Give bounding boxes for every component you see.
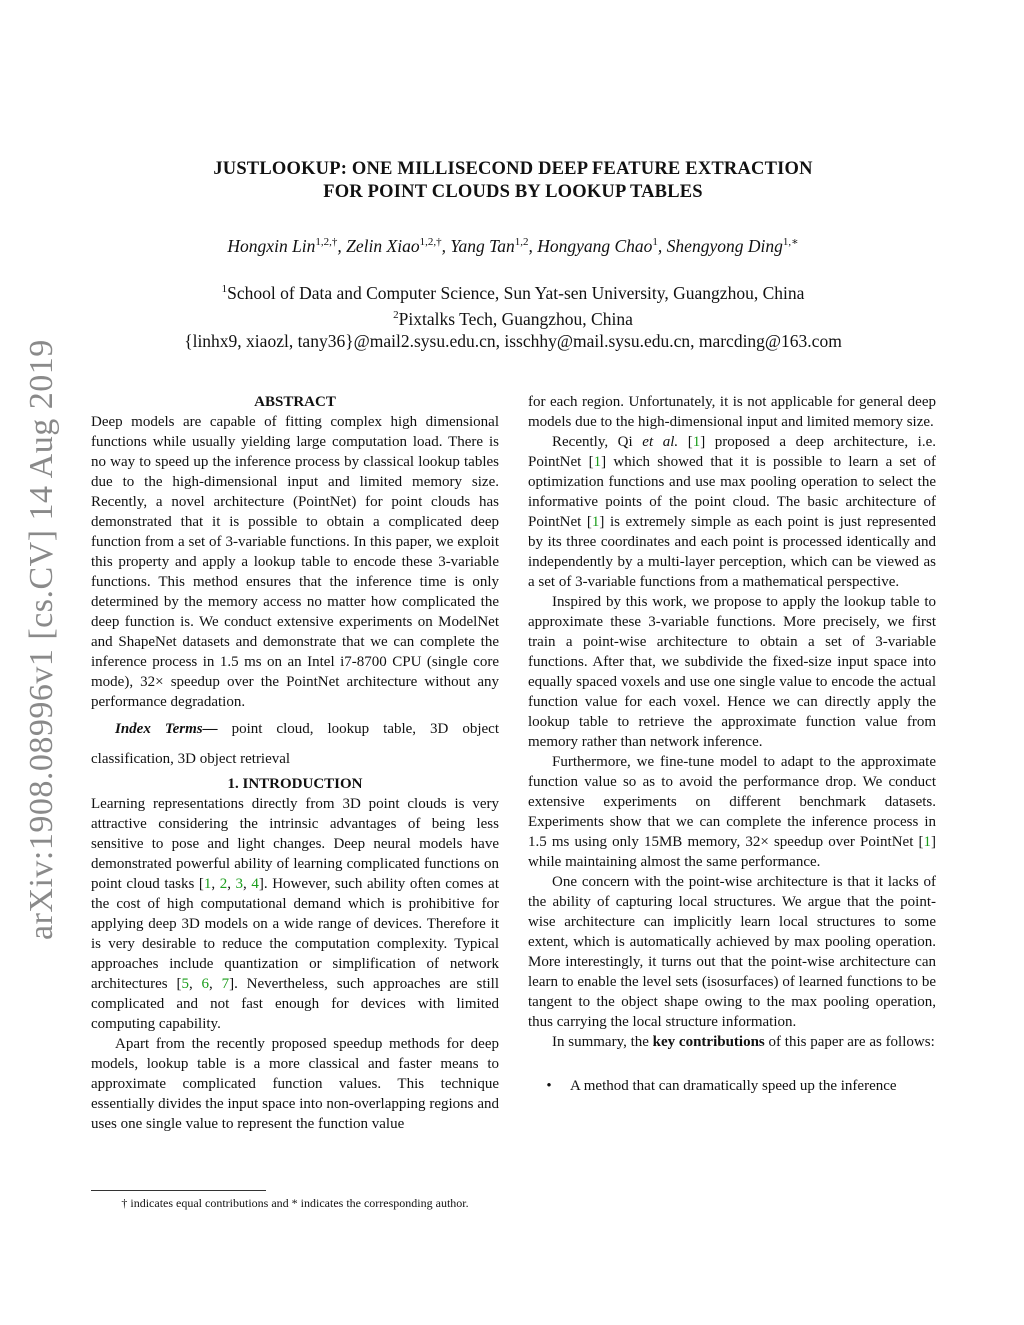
contribution-bullet xyxy=(528,1076,936,1096)
index-terms-text: point cloud, lookup table, 3D object classification, 3D object retrieval xyxy=(91,721,500,767)
affiliation-1 xyxy=(92,278,934,304)
author-sup: 1 xyxy=(652,236,658,248)
citation-link[interactable]: 7 xyxy=(221,976,230,992)
intro-paragraph-1: Learning representations directly from 3D point clouds is very attractive considering the intrinsic advantages of being less sensitive to pose and light changes. Deep neural models have demonstrated powerful ability of learning complicated functions on point cloud tasks [1, 2, 3, 4]. However, such ability often comes at the cost of high computational demand which is prohibitive for applying deep 3D models on a wide range of devices. Therefore it is very desirable to reduce the computation complexity. Typical approaches include quantization or simplification of network architectures [5, 6, 7]. Nevertheless, such approaches are still complicated and not fast enough for devices with limited computing capability. xyxy=(91,796,499,1032)
index-terms-label: Index Terms— xyxy=(115,721,218,737)
intro-paragraph-5 xyxy=(528,752,936,872)
affil-sup: 2 xyxy=(393,308,399,321)
text-run: ]. However, such ability often comes at the cost of high computational demand which is prohibitive for applying deep 3D models on a wide range of devices. Therefore it is very desirable to reduce the computation complexity. Typical approaches include quantization or simplification of network architectures [ xyxy=(91,876,499,992)
text-run: [ xyxy=(678,434,693,450)
index-terms xyxy=(91,714,499,774)
arxiv-stamp: arXiv:1908.08996v1 [cs.CV] 14 Aug 2019 xyxy=(23,339,60,940)
affiliation-2 xyxy=(92,304,934,330)
author-name: Zelin Xiao xyxy=(346,235,420,256)
text-run-italic: et al. xyxy=(642,434,679,450)
intro-paragraph-6: One concern with the point-wise architecture is that it lacks of the ability of capturing local structures. We argue that the point-wise architecture can implicitly learn local structures to some extent, which is automatically achieved by max pooling operation. More interestingly, it turns out that the point-wise architecture can learn to enable the level sets (isosurfaces) of learned functions to be tangent to the object shape owing to the max pooling operation, thus carrying the local structure information. xyxy=(528,874,936,1030)
intro-paragraph-2: Apart from the recently proposed speedup methods for deep models, lookup table is a more classical and faster means to approximate complicated function values. This technique essentially divides the input space into non-overlapping regions and uses one single value to represent the function value xyxy=(91,1036,499,1132)
author-name: Hongxin Lin xyxy=(227,235,316,256)
text-run: ] proposed a deep architecture, i.e. PointNet [ xyxy=(528,434,936,470)
text-run: Recently, Qi xyxy=(552,434,643,450)
citation-link[interactable]: 2 xyxy=(219,876,228,892)
citation-link[interactable]: 1 xyxy=(591,514,600,530)
affil-text: School of Data and Computer Science, Sun Yat-sen University, Guangzhou, China xyxy=(227,282,805,303)
title-line-1: JUSTLOOKUP: ONE MILLISECOND DEEP FEATURE EXTRACTION xyxy=(213,159,813,179)
section-heading-introduction: 1. INTRODUCTION xyxy=(227,776,363,792)
text-run: ]. Nevertheless, such approaches are still complicated and not fast enough for devices with limited computing capability. xyxy=(91,976,499,1032)
author-emails: {linhx9, xiaozl, tany36}@mail2.sysu.edu.cn, isschhy@mail.sysu.edu.cn, marcding@163.com xyxy=(184,330,842,351)
affil-text: Pixtalks Tech, Guangzhou, China xyxy=(398,308,633,329)
intro-paragraph-3 xyxy=(528,432,936,592)
text-run-bold: key contributions xyxy=(652,1034,765,1050)
bullet-text: A method that can dramatically speed up the inference xyxy=(570,1078,897,1094)
footnote-divider xyxy=(91,1190,266,1191)
citation-link[interactable]: 4 xyxy=(251,876,259,892)
author-sup: 1,2 xyxy=(514,236,529,248)
text-run: ] which showed that it is possible to learn a set of optimization functions and use max pooling operation to select the informative points of the point cloud. The basic architecture of PointNet [ xyxy=(528,454,936,530)
paper-title xyxy=(92,158,934,204)
intro-paragraph-2-continued: for each region. Unfortunately, it is not applicable for general deep models due to the high-dimensional input and limited memory size. xyxy=(528,394,936,430)
text-run: Learning representations directly from 3D point clouds is very attractive considering the intrinsic advantages of being less sensitive to pose and light changes. Deep neural models have demonstrated powerful ability of learning complicated functions on point cloud tasks [ xyxy=(91,796,499,892)
left-column xyxy=(91,392,499,1134)
author-name: Hongyang Chao xyxy=(537,235,653,256)
author-list: Hongxin Lin$^{1,2,\dagger}$, Zelin Xiao$^{1,2,\dagger}$, Yang Tan$^{1,2}$, Hongyang Chao$^1$, Shengyong Ding$^{1,∗}$ xyxy=(227,235,799,256)
text-run: ] is extremely simple as each point is just represented by its three coordinates and each point is processed identically and independently by a multi-layer perception, which can be viewed as a set of 3-variable functions from a mathematical perspective. xyxy=(528,514,936,590)
affiliations xyxy=(92,278,934,352)
citation-link[interactable]: 6 xyxy=(201,976,210,992)
author-sup: 1,2,† xyxy=(315,236,338,248)
text-run: In summary, the xyxy=(552,1034,653,1050)
intro-paragraph-7 xyxy=(528,1032,936,1052)
affil-sup: 1 xyxy=(221,283,228,295)
intro-paragraph-4: Inspired by this work, we propose to apply the lookup table to approximate these 3-variable functions. More precisely, we first train a point-wise architecture to obtain a set of 3-variable functions. After that, we subdivide the fixed-size input space into equally spaced voxels and use one single value to encode the actual function value for each voxel. Hence we can directly apply the lookup table to retrieve the approximate function value from memory rather than network inference. xyxy=(528,594,936,750)
title-line-2: FOR POINT CLOUDS BY LOOKUP TABLES xyxy=(323,182,703,202)
author-name: Shengyong Ding xyxy=(666,235,783,256)
abstract-heading: ABSTRACT xyxy=(254,394,336,410)
footnote: † indicates equal contributions and * indicates the corresponding author. xyxy=(121,1196,469,1210)
right-column xyxy=(528,392,936,1096)
abstract-body: Deep models are capable of fitting complex high dimensional functions while usually yielding large computation load. There is no way to speed up the inference process by classical lookup tables due to the high-dimensional input and limited memory size. Recently, a novel architecture (PointNet) for point clouds has demonstrated that it is possible to obtain a complicated deep function from a set of 3-variable functions. In this paper, we exploit this property and apply a lookup table to encode these 3-variable functions. This method ensures that the inference time is only determined by the memory access no matter how complicated the deep function is. We conduct extensive experiments on ModelNet and ShapeNet datasets and demonstrate that we can complete the inference process in 1.5 ms on an Intel i7-8700 CPU (single core mode), 32× speedup over the PointNet architecture without any performance degradation. xyxy=(91,414,499,710)
author-name: Yang Tan xyxy=(450,235,515,256)
citation-link[interactable]: 1 xyxy=(923,834,931,850)
author-sup: 1,2,† xyxy=(419,236,442,248)
citation-link[interactable]: 5 xyxy=(181,976,189,992)
citation-link[interactable]: 1 xyxy=(203,876,212,892)
text-run: ] while maintaining almost the same performance. xyxy=(528,834,936,870)
author-sup: 1,∗ xyxy=(782,236,799,248)
text-run: of this paper are as follows: xyxy=(764,1034,935,1050)
bullet-icon: • xyxy=(546,1078,552,1094)
citation-link[interactable]: 3 xyxy=(235,876,244,892)
citation-link[interactable]: 1 xyxy=(593,454,602,470)
citation-link[interactable]: 1 xyxy=(692,434,701,450)
text-run: Furthermore, we fine-tune model to adapt to the approximate function value so as to avoid the performance drop. We conduct extensive experiments on different benchmark datasets. Experiments show that we can complete the inference process in 1.5 ms using only 15MB memory, 32× speedup over PointNet [ xyxy=(528,754,936,850)
